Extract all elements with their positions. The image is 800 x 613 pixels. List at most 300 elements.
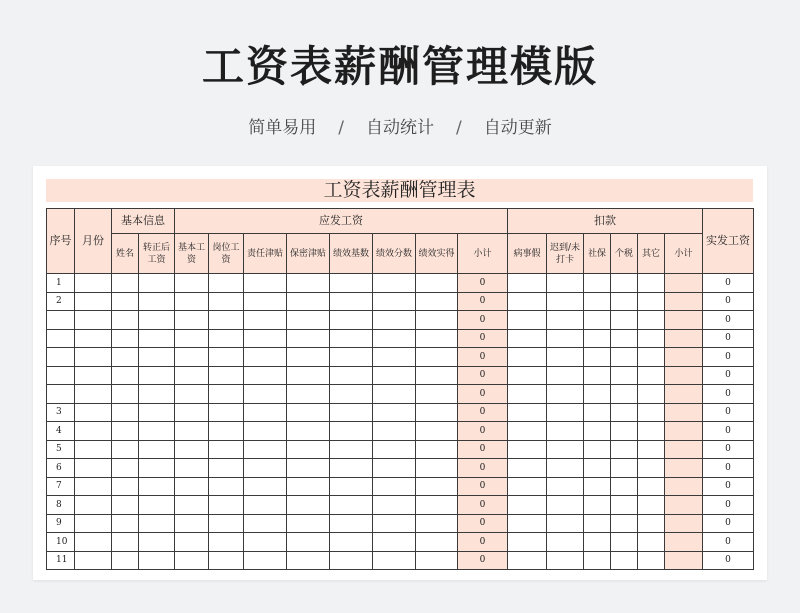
table-cell[interactable] (330, 496, 373, 515)
table-cell[interactable] (416, 348, 458, 367)
table-cell[interactable] (584, 496, 611, 515)
table-cell[interactable] (112, 551, 139, 570)
table-cell[interactable] (112, 366, 139, 385)
table-cell[interactable] (287, 348, 330, 367)
cell-actual[interactable]: 0 (703, 348, 754, 367)
table-cell[interactable] (244, 329, 287, 348)
cell-deduction-subtotal[interactable] (665, 514, 703, 533)
table-cell[interactable] (75, 329, 112, 348)
table-cell[interactable] (209, 366, 244, 385)
table-cell[interactable] (75, 514, 112, 533)
table-cell[interactable] (638, 329, 665, 348)
table-cell[interactable] (508, 348, 547, 367)
table-cell[interactable] (584, 440, 611, 459)
table-cell[interactable] (175, 385, 209, 404)
cell-payable-subtotal[interactable]: 0 (458, 551, 508, 570)
table-cell[interactable] (75, 496, 112, 515)
table-cell[interactable] (373, 514, 416, 533)
table-cell[interactable] (139, 514, 175, 533)
table-cell[interactable] (416, 551, 458, 570)
cell-actual[interactable]: 0 (703, 366, 754, 385)
table-cell[interactable] (584, 385, 611, 404)
table-cell[interactable] (330, 477, 373, 496)
table-cell[interactable] (584, 514, 611, 533)
table-cell[interactable] (373, 477, 416, 496)
table-cell[interactable] (508, 551, 547, 570)
cell-deduction-subtotal[interactable] (665, 403, 703, 422)
table-cell[interactable] (244, 366, 287, 385)
table-cell[interactable] (330, 292, 373, 311)
table-cell[interactable] (584, 329, 611, 348)
table-cell[interactable] (330, 551, 373, 570)
table-cell[interactable] (75, 477, 112, 496)
table-cell[interactable] (244, 533, 287, 552)
table-cell[interactable] (508, 311, 547, 330)
table-cell[interactable] (139, 385, 175, 404)
table-cell[interactable] (638, 514, 665, 533)
table-cell[interactable] (638, 292, 665, 311)
table-cell[interactable] (547, 514, 584, 533)
table-cell[interactable] (209, 533, 244, 552)
table-cell[interactable] (611, 274, 638, 293)
table-cell[interactable] (584, 551, 611, 570)
cell-actual[interactable]: 0 (703, 459, 754, 478)
table-cell[interactable] (287, 496, 330, 515)
table-cell[interactable] (209, 551, 244, 570)
cell-payable-subtotal[interactable]: 0 (458, 348, 508, 367)
table-cell[interactable] (287, 551, 330, 570)
table-cell[interactable] (638, 274, 665, 293)
table-cell[interactable] (75, 311, 112, 330)
cell-seq[interactable]: 8 (47, 496, 75, 515)
table-cell[interactable] (611, 496, 638, 515)
table-cell[interactable] (287, 403, 330, 422)
cell-payable-subtotal[interactable]: 0 (458, 311, 508, 330)
cell-seq[interactable] (47, 329, 75, 348)
table-cell[interactable] (508, 533, 547, 552)
table-cell[interactable] (330, 329, 373, 348)
table-cell[interactable] (547, 551, 584, 570)
cell-payable-subtotal[interactable]: 0 (458, 329, 508, 348)
table-cell[interactable] (287, 385, 330, 404)
table-cell[interactable] (209, 311, 244, 330)
cell-deduction-subtotal[interactable] (665, 274, 703, 293)
table-cell[interactable] (611, 551, 638, 570)
table-cell[interactable] (287, 459, 330, 478)
table-cell[interactable] (287, 422, 330, 441)
cell-seq[interactable]: 9 (47, 514, 75, 533)
table-cell[interactable] (611, 385, 638, 404)
table-cell[interactable] (638, 311, 665, 330)
table-cell[interactable] (112, 422, 139, 441)
table-cell[interactable] (112, 459, 139, 478)
table-cell[interactable] (508, 329, 547, 348)
cell-payable-subtotal[interactable]: 0 (458, 292, 508, 311)
table-cell[interactable] (330, 366, 373, 385)
table-cell[interactable] (611, 403, 638, 422)
table-cell[interactable] (112, 533, 139, 552)
table-cell[interactable] (508, 459, 547, 478)
table-cell[interactable] (416, 422, 458, 441)
table-cell[interactable] (373, 551, 416, 570)
table-cell[interactable] (547, 292, 584, 311)
table-cell[interactable] (584, 477, 611, 496)
table-cell[interactable] (508, 440, 547, 459)
cell-deduction-subtotal[interactable] (665, 440, 703, 459)
table-cell[interactable] (75, 348, 112, 367)
table-cell[interactable] (584, 292, 611, 311)
table-cell[interactable] (244, 440, 287, 459)
table-cell[interactable] (75, 366, 112, 385)
table-cell[interactable] (175, 348, 209, 367)
table-cell[interactable] (139, 422, 175, 441)
table-cell[interactable] (584, 311, 611, 330)
table-cell[interactable] (330, 533, 373, 552)
cell-seq[interactable]: 6 (47, 459, 75, 478)
table-cell[interactable] (373, 403, 416, 422)
table-cell[interactable] (416, 366, 458, 385)
table-cell[interactable] (175, 477, 209, 496)
cell-deduction-subtotal[interactable] (665, 348, 703, 367)
table-cell[interactable] (175, 496, 209, 515)
table-cell[interactable] (330, 403, 373, 422)
table-cell[interactable] (638, 533, 665, 552)
table-cell[interactable] (209, 348, 244, 367)
table-cell[interactable] (209, 514, 244, 533)
table-cell[interactable] (139, 551, 175, 570)
table-cell[interactable] (112, 292, 139, 311)
table-cell[interactable] (373, 440, 416, 459)
table-cell[interactable] (547, 403, 584, 422)
table-cell[interactable] (112, 477, 139, 496)
table-cell[interactable] (175, 459, 209, 478)
table-cell[interactable] (244, 477, 287, 496)
cell-deduction-subtotal[interactable] (665, 311, 703, 330)
table-cell[interactable] (416, 385, 458, 404)
table-cell[interactable] (547, 274, 584, 293)
table-cell[interactable] (175, 533, 209, 552)
table-cell[interactable] (112, 348, 139, 367)
table-cell[interactable] (244, 385, 287, 404)
table-cell[interactable] (547, 366, 584, 385)
table-cell[interactable] (584, 533, 611, 552)
table-cell[interactable] (373, 422, 416, 441)
table-cell[interactable] (330, 422, 373, 441)
table-cell[interactable] (373, 385, 416, 404)
cell-actual[interactable]: 0 (703, 422, 754, 441)
table-cell[interactable] (638, 477, 665, 496)
table-cell[interactable] (112, 403, 139, 422)
cell-actual[interactable]: 0 (703, 329, 754, 348)
table-cell[interactable] (287, 329, 330, 348)
table-cell[interactable] (209, 329, 244, 348)
table-cell[interactable] (209, 385, 244, 404)
table-cell[interactable] (547, 459, 584, 478)
table-cell[interactable] (547, 496, 584, 515)
cell-seq[interactable]: 2 (47, 292, 75, 311)
table-cell[interactable] (416, 329, 458, 348)
table-cell[interactable] (112, 274, 139, 293)
table-cell[interactable] (139, 440, 175, 459)
cell-actual[interactable]: 0 (703, 533, 754, 552)
table-cell[interactable] (638, 385, 665, 404)
table-cell[interactable] (638, 348, 665, 367)
cell-seq[interactable] (47, 311, 75, 330)
cell-payable-subtotal[interactable]: 0 (458, 477, 508, 496)
table-cell[interactable] (209, 459, 244, 478)
table-cell[interactable] (547, 422, 584, 441)
cell-seq[interactable]: 1 (47, 274, 75, 293)
table-cell[interactable] (611, 366, 638, 385)
cell-seq[interactable]: 10 (47, 533, 75, 552)
table-cell[interactable] (330, 385, 373, 404)
cell-payable-subtotal[interactable]: 0 (458, 459, 508, 478)
table-cell[interactable] (547, 533, 584, 552)
table-cell[interactable] (611, 348, 638, 367)
table-cell[interactable] (508, 274, 547, 293)
cell-seq[interactable] (47, 366, 75, 385)
table-cell[interactable] (139, 496, 175, 515)
table-cell[interactable] (175, 440, 209, 459)
cell-payable-subtotal[interactable]: 0 (458, 422, 508, 441)
table-cell[interactable] (175, 366, 209, 385)
table-cell[interactable] (175, 274, 209, 293)
table-cell[interactable] (244, 311, 287, 330)
table-cell[interactable] (175, 422, 209, 441)
table-cell[interactable] (244, 514, 287, 533)
table-cell[interactable] (209, 403, 244, 422)
table-cell[interactable] (209, 477, 244, 496)
table-cell[interactable] (373, 366, 416, 385)
table-cell[interactable] (584, 366, 611, 385)
table-cell[interactable] (244, 551, 287, 570)
table-cell[interactable] (244, 274, 287, 293)
table-cell[interactable] (244, 403, 287, 422)
table-cell[interactable] (638, 459, 665, 478)
table-cell[interactable] (330, 311, 373, 330)
table-cell[interactable] (112, 385, 139, 404)
table-cell[interactable] (209, 292, 244, 311)
table-cell[interactable] (611, 514, 638, 533)
table-cell[interactable] (287, 274, 330, 293)
cell-deduction-subtotal[interactable] (665, 329, 703, 348)
table-cell[interactable] (175, 311, 209, 330)
cell-actual[interactable]: 0 (703, 477, 754, 496)
cell-actual[interactable]: 0 (703, 403, 754, 422)
cell-actual[interactable]: 0 (703, 311, 754, 330)
table-cell[interactable] (287, 514, 330, 533)
table-cell[interactable] (416, 477, 458, 496)
table-cell[interactable] (244, 292, 287, 311)
table-cell[interactable] (75, 551, 112, 570)
table-cell[interactable] (330, 440, 373, 459)
cell-seq[interactable]: 3 (47, 403, 75, 422)
table-cell[interactable] (547, 311, 584, 330)
table-cell[interactable] (611, 329, 638, 348)
table-cell[interactable] (638, 551, 665, 570)
cell-seq[interactable]: 4 (47, 422, 75, 441)
table-cell[interactable] (373, 329, 416, 348)
table-cell[interactable] (547, 477, 584, 496)
table-cell[interactable] (112, 514, 139, 533)
cell-actual[interactable]: 0 (703, 385, 754, 404)
table-cell[interactable] (584, 459, 611, 478)
table-cell[interactable] (287, 311, 330, 330)
cell-deduction-subtotal[interactable] (665, 459, 703, 478)
cell-seq[interactable]: 11 (47, 551, 75, 570)
table-cell[interactable] (373, 311, 416, 330)
table-cell[interactable] (611, 440, 638, 459)
cell-seq[interactable]: 5 (47, 440, 75, 459)
table-cell[interactable] (508, 403, 547, 422)
table-cell[interactable] (611, 422, 638, 441)
table-cell[interactable] (244, 459, 287, 478)
table-cell[interactable] (373, 292, 416, 311)
table-cell[interactable] (75, 440, 112, 459)
cell-deduction-subtotal[interactable] (665, 551, 703, 570)
table-cell[interactable] (112, 311, 139, 330)
table-cell[interactable] (416, 292, 458, 311)
table-cell[interactable] (611, 477, 638, 496)
table-cell[interactable] (287, 440, 330, 459)
table-cell[interactable] (373, 348, 416, 367)
table-cell[interactable] (508, 514, 547, 533)
table-cell[interactable] (139, 459, 175, 478)
table-cell[interactable] (416, 274, 458, 293)
table-cell[interactable] (244, 496, 287, 515)
table-cell[interactable] (209, 440, 244, 459)
cell-deduction-subtotal[interactable] (665, 496, 703, 515)
table-cell[interactable] (508, 292, 547, 311)
table-cell[interactable] (416, 403, 458, 422)
table-cell[interactable] (611, 533, 638, 552)
table-cell[interactable] (330, 459, 373, 478)
table-cell[interactable] (75, 459, 112, 478)
cell-payable-subtotal[interactable]: 0 (458, 366, 508, 385)
table-cell[interactable] (508, 366, 547, 385)
table-cell[interactable] (547, 329, 584, 348)
cell-actual[interactable]: 0 (703, 551, 754, 570)
cell-payable-subtotal[interactable]: 0 (458, 496, 508, 515)
cell-payable-subtotal[interactable]: 0 (458, 514, 508, 533)
table-cell[interactable] (175, 292, 209, 311)
table-cell[interactable] (638, 422, 665, 441)
table-cell[interactable] (638, 496, 665, 515)
table-cell[interactable] (175, 551, 209, 570)
table-cell[interactable] (287, 292, 330, 311)
table-cell[interactable] (175, 403, 209, 422)
cell-deduction-subtotal[interactable] (665, 477, 703, 496)
table-cell[interactable] (611, 459, 638, 478)
table-cell[interactable] (638, 366, 665, 385)
table-cell[interactable] (547, 348, 584, 367)
table-cell[interactable] (416, 440, 458, 459)
table-cell[interactable] (244, 422, 287, 441)
table-cell[interactable] (547, 385, 584, 404)
cell-deduction-subtotal[interactable] (665, 385, 703, 404)
table-cell[interactable] (330, 348, 373, 367)
table-cell[interactable] (209, 274, 244, 293)
table-cell[interactable] (508, 385, 547, 404)
cell-payable-subtotal[interactable]: 0 (458, 533, 508, 552)
table-cell[interactable] (373, 459, 416, 478)
cell-actual[interactable]: 0 (703, 496, 754, 515)
table-cell[interactable] (373, 533, 416, 552)
cell-payable-subtotal[interactable]: 0 (458, 274, 508, 293)
table-cell[interactable] (175, 329, 209, 348)
table-cell[interactable] (75, 533, 112, 552)
table-cell[interactable] (611, 311, 638, 330)
cell-actual[interactable]: 0 (703, 274, 754, 293)
table-cell[interactable] (209, 496, 244, 515)
table-cell[interactable] (416, 311, 458, 330)
table-cell[interactable] (139, 403, 175, 422)
table-cell[interactable] (75, 403, 112, 422)
table-cell[interactable] (139, 311, 175, 330)
cell-deduction-subtotal[interactable] (665, 422, 703, 441)
table-cell[interactable] (330, 514, 373, 533)
table-cell[interactable] (139, 292, 175, 311)
table-cell[interactable] (373, 274, 416, 293)
table-cell[interactable] (209, 422, 244, 441)
table-cell[interactable] (75, 274, 112, 293)
table-cell[interactable] (112, 440, 139, 459)
cell-seq[interactable]: 7 (47, 477, 75, 496)
table-cell[interactable] (547, 440, 584, 459)
table-cell[interactable] (508, 496, 547, 515)
table-cell[interactable] (584, 348, 611, 367)
cell-payable-subtotal[interactable]: 0 (458, 403, 508, 422)
table-cell[interactable] (244, 348, 287, 367)
table-cell[interactable] (373, 496, 416, 515)
cell-deduction-subtotal[interactable] (665, 292, 703, 311)
table-cell[interactable] (584, 422, 611, 441)
cell-actual[interactable]: 0 (703, 514, 754, 533)
table-cell[interactable] (584, 274, 611, 293)
cell-actual[interactable]: 0 (703, 292, 754, 311)
table-cell[interactable] (416, 459, 458, 478)
cell-seq[interactable] (47, 385, 75, 404)
table-cell[interactable] (287, 533, 330, 552)
table-cell[interactable] (416, 496, 458, 515)
cell-payable-subtotal[interactable]: 0 (458, 440, 508, 459)
table-cell[interactable] (584, 403, 611, 422)
table-cell[interactable] (287, 366, 330, 385)
table-cell[interactable] (139, 533, 175, 552)
table-cell[interactable] (508, 477, 547, 496)
cell-seq[interactable] (47, 348, 75, 367)
cell-deduction-subtotal[interactable] (665, 366, 703, 385)
table-cell[interactable] (139, 477, 175, 496)
table-cell[interactable] (175, 514, 209, 533)
table-cell[interactable] (611, 292, 638, 311)
table-cell[interactable] (139, 329, 175, 348)
table-cell[interactable] (75, 385, 112, 404)
table-cell[interactable] (638, 403, 665, 422)
table-cell[interactable] (508, 422, 547, 441)
table-cell[interactable] (287, 477, 330, 496)
cell-deduction-subtotal[interactable] (665, 533, 703, 552)
table-cell[interactable] (112, 496, 139, 515)
table-cell[interactable] (638, 440, 665, 459)
table-cell[interactable] (139, 274, 175, 293)
table-cell[interactable] (112, 329, 139, 348)
table-cell[interactable] (416, 533, 458, 552)
cell-actual[interactable]: 0 (703, 440, 754, 459)
table-cell[interactable] (139, 366, 175, 385)
table-cell[interactable] (139, 348, 175, 367)
table-cell[interactable] (330, 274, 373, 293)
